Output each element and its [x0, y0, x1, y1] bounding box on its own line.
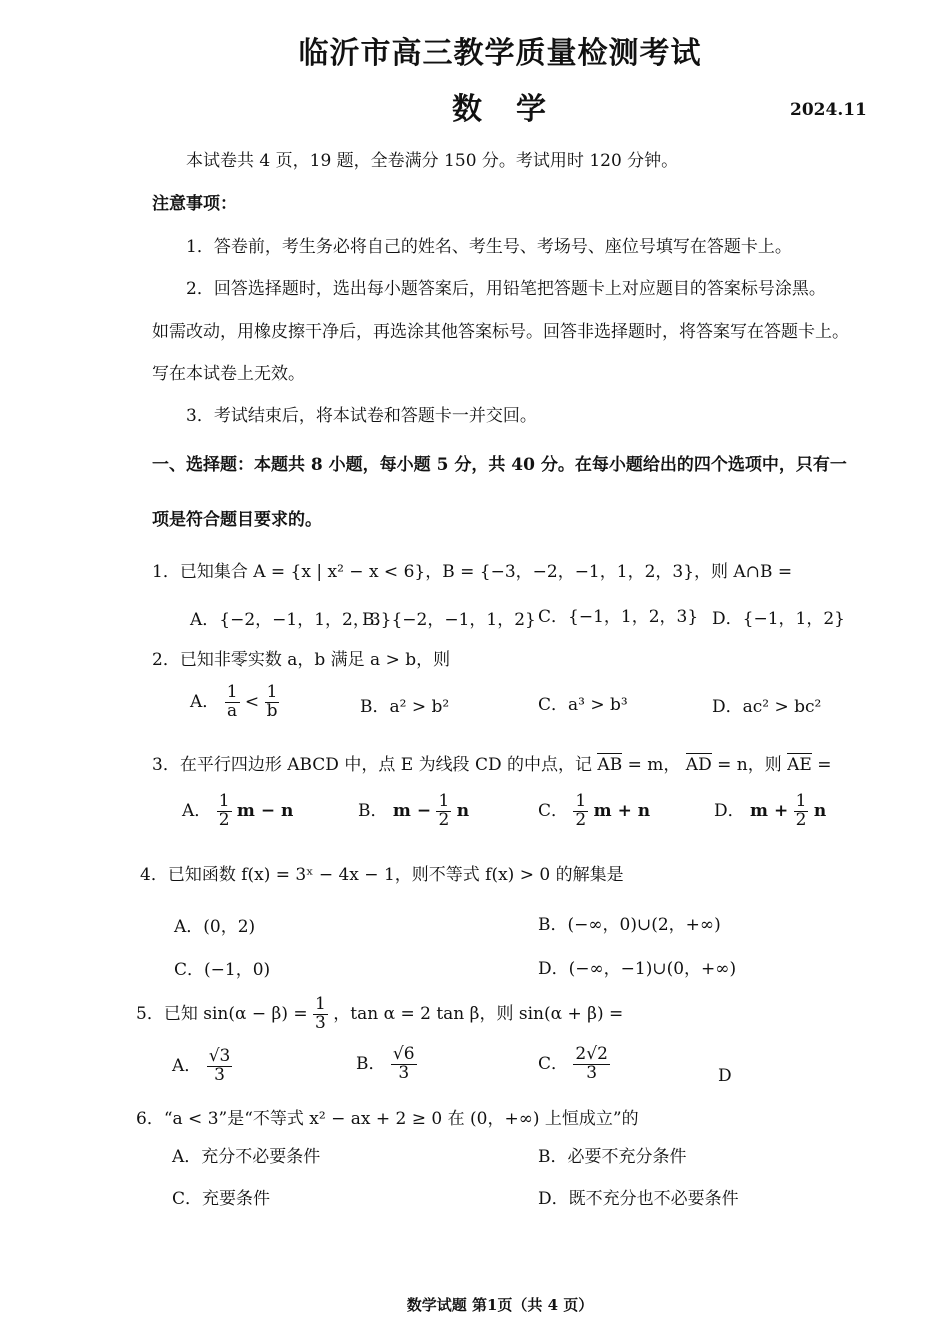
option-label: D．: [714, 800, 745, 821]
question-5-option-b: [356, 1046, 417, 1083]
numerator: 1: [265, 684, 280, 703]
numerator: 1: [226, 682, 238, 702]
denominator: 2: [795, 809, 807, 830]
stem-text: ，tan α = 2 tan β，则 sin(α + β) =: [333, 1003, 624, 1024]
notice-item-3: 3．考试结束后，将本试卷和答题卡一并交回。: [186, 406, 537, 426]
question-2-option-a: [190, 684, 279, 721]
denominator: 2: [438, 809, 450, 830]
denominator: 2: [218, 809, 230, 830]
question-1-option-b: B．{−2，−1，1，2}: [362, 610, 536, 630]
question-1-option-c: C．{−1，1，2，3}: [538, 607, 699, 627]
notice-item-2-line-3: 写在本试卷上无效。: [152, 364, 305, 384]
expression: m − n: [236, 800, 294, 821]
fraction: [436, 793, 451, 830]
denominator: b: [266, 700, 278, 721]
question-3-option-a: [182, 793, 293, 830]
exam-date: 2024.11: [790, 100, 867, 120]
stem-text: 3．在平行四边形 ABCD 中，点 E 为线段 CD 的中点，记: [152, 755, 593, 775]
stem-text: =: [817, 755, 832, 775]
stem-text: = n，则: [717, 755, 782, 775]
fraction: [225, 684, 240, 721]
question-3-option-c: [538, 793, 650, 830]
exam-title: 临沂市高三教学质量检测考试: [298, 36, 702, 71]
fraction: [217, 793, 232, 830]
fraction: [794, 793, 809, 830]
denominator: 3: [398, 1062, 410, 1083]
expression: m +: [750, 800, 789, 821]
notice-heading: 注意事项：: [152, 194, 237, 214]
question-4-option-a: A．(0，2): [174, 917, 256, 937]
section-1-heading-line-2: 项是符合题目要求的。: [152, 510, 322, 530]
fraction: [391, 1046, 417, 1083]
denominator: 2: [575, 809, 587, 830]
vector-ad: AD: [685, 755, 712, 775]
fraction: [265, 684, 280, 721]
option-label: A．: [182, 800, 212, 821]
fraction: [573, 793, 588, 830]
option-label: C．: [538, 1053, 569, 1074]
notice-item-1: 1．答卷前，考生务必将自己的姓名、考生号、考场号、座位号填写在答题卡上。: [186, 237, 792, 257]
question-2-stem: 2．已知非零实数 a，b 满足 a > b，则: [152, 650, 451, 670]
option-label: B．: [358, 800, 388, 821]
denominator: 3: [214, 1064, 225, 1085]
question-6-option-a: A．充分不必要条件: [172, 1147, 321, 1167]
question-2-option-c: C．a³ > b³: [538, 695, 628, 715]
option-label: A．: [172, 1055, 202, 1076]
question-4-stem: 4．已知函数 f(x) = 3ˣ − 4x − 1，则不等式 f(x) > 0 的解集是: [140, 865, 624, 885]
numerator: √6: [392, 1044, 415, 1064]
denominator: a: [227, 700, 238, 721]
denominator: 3: [315, 1012, 326, 1033]
numerator: 1: [575, 791, 587, 811]
expression: m + n: [593, 800, 651, 821]
notice-item-2-line-2: 如需改动，用橡皮擦干净后，再选涂其他答案标号。回答非选择题时，将答案写在答题卡上。: [152, 322, 849, 342]
option-label: B．: [356, 1053, 386, 1074]
expression: n: [813, 800, 827, 821]
notice-item-2-line-1: 2．回答选择题时，选出每小题答案后，用铅笔把答题卡上对应题目的答案标号涂黑。: [186, 279, 826, 299]
numerator: 1: [218, 791, 230, 811]
question-6-option-d: D．既不充分也不必要条件: [538, 1189, 739, 1209]
question-3-stem: [152, 750, 831, 775]
stem-text: = m，: [627, 755, 681, 775]
question-5-option-a: [172, 1048, 232, 1085]
numerator: 2√2: [575, 1044, 608, 1064]
option-label: A．: [190, 691, 220, 712]
question-2-option-d: D．ac² > bc²: [712, 697, 822, 717]
question-1-option-a: A．{−2，−1，1，2，3}: [190, 610, 392, 630]
vector-ab: AB: [597, 755, 623, 775]
vector-ae: AE: [787, 755, 812, 775]
subject-title: 数学: [452, 92, 580, 127]
question-5-stem: [136, 996, 623, 1033]
question-4-option-c: C．(−1，0): [174, 960, 271, 980]
page-footer: 数学试题 第1页（共 4 页）: [406, 1296, 594, 1314]
section-1-heading-line-1: 一、选择题：本题共 8 小题，每小题 5 分，共 40 分。在每小题给出的四个选项中，只有一: [152, 455, 847, 475]
question-3-option-b: [358, 793, 469, 830]
fraction: [573, 1046, 609, 1083]
question-5-option-d: D: [718, 1066, 732, 1086]
question-4-option-d: D．(−∞，−1)∪(0，+∞): [538, 959, 737, 979]
question-3-option-d: [714, 793, 826, 830]
option-label: C．: [538, 800, 569, 821]
question-5-option-c: [538, 1046, 610, 1083]
question-1-stem: 1．已知集合 A = {x | x² − x < 6}，B = {−3，−2，−1，1，2，3}，则 A∩B =: [152, 562, 793, 582]
numerator: 1: [795, 791, 807, 811]
numerator: √3: [208, 1046, 231, 1066]
fraction: [207, 1048, 233, 1085]
denominator: 3: [586, 1062, 598, 1083]
expression: n: [456, 800, 470, 821]
stem-text: 5．已知 sin(α − β) =: [136, 1003, 308, 1024]
numerator: 1: [438, 791, 450, 811]
question-4-option-b: B．(−∞，0)∪(2，+∞): [538, 915, 721, 935]
numerator: 1: [315, 994, 326, 1014]
operator: <: [244, 691, 260, 712]
question-2-option-b: B．a² > b²: [360, 697, 450, 717]
question-1-option-d: D．{−1，1，2}: [712, 609, 845, 629]
fraction: [313, 996, 328, 1033]
intro-text: 本试卷共 4 页，19 题，全卷满分 150 分。考试用时 120 分钟。: [186, 151, 679, 171]
expression: m −: [392, 800, 432, 821]
question-6-option-b: B．必要不充分条件: [538, 1147, 687, 1167]
question-6-option-c: C．充要条件: [172, 1189, 271, 1209]
question-6-stem: 6．“a < 3”是“不等式 x² − ax + 2 ≥ 0 在 (0，+∞) 上恒成立”的: [136, 1109, 639, 1129]
